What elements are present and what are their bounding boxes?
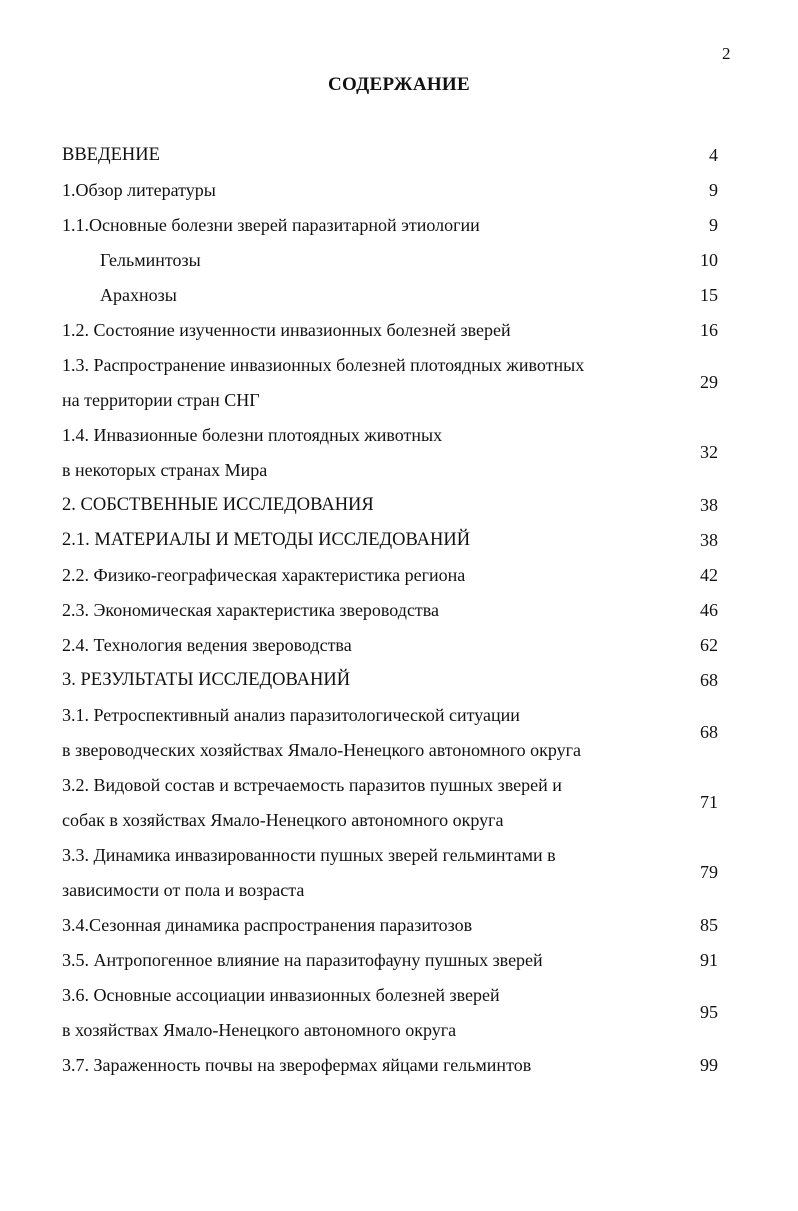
toc-page-number: 16: [700, 320, 718, 340]
toc-entry-2-1: [62, 523, 672, 558]
toc-entry-text: 1.1.Основные болезни зверей паразитарной этиологии: [62, 215, 480, 235]
toc-entry-text: 3.2. Видовой состав и встречаемость паразитов пушных зверей и: [62, 775, 562, 795]
toc-entry-1-3: [62, 348, 672, 418]
toc-entry-3: [62, 663, 672, 698]
toc-entry-2-4: [62, 628, 672, 663]
toc-entry-text: собак в хозяйствах Ямало-Ненецкого автономного округа: [62, 810, 504, 830]
toc-page-number: 68: [700, 722, 718, 742]
toc-entry-text: 3.5. Антропогенное влияние на паразитофауну пушных зверей: [62, 950, 543, 970]
toc-page-number: 4: [709, 145, 718, 165]
toc-entry-text: Арахнозы: [100, 285, 177, 305]
toc-entry-text: 2. СОБСТВЕННЫЕ ИССЛЕДОВАНИЯ: [62, 495, 374, 515]
toc-entry-text: в хозяйствах Ямало-Ненецкого автономного округа: [62, 1020, 457, 1040]
page-title: СОДЕРЖАНИЕ: [328, 74, 470, 95]
toc-page-number: 15: [700, 285, 718, 305]
toc-entry-arachnoses: [100, 278, 710, 313]
toc-entry-text: 3.1. Ретроспективный анализ паразитологической ситуации: [62, 705, 520, 725]
toc-entry-3-6: [62, 978, 672, 1048]
toc-page-number: 9: [709, 215, 718, 235]
toc-entry-3-2: [62, 768, 672, 838]
page-number: 2: [722, 44, 731, 63]
toc-page-number: 10: [700, 250, 718, 270]
toc-entry-text: 1.2. Состояние изученности инвазионных болезней зверей: [62, 320, 511, 340]
toc-page-number: 38: [700, 495, 718, 515]
toc-entry-text: 1.Обзор литературы: [62, 180, 216, 200]
toc-entry-text: на территории стран СНГ: [62, 390, 260, 410]
toc-entry-text: 3.4.Сезонная динамика распространения паразитозов: [62, 915, 473, 935]
toc-page-number: 71: [700, 792, 718, 812]
toc-entry-text: 1.4. Инвазионные болезни плотоядных животных: [62, 425, 443, 445]
toc-entry-text: 2.4. Технология ведения звероводства: [62, 635, 352, 655]
toc-entry-3-1: [62, 698, 672, 768]
toc-page-number: 95: [700, 1002, 718, 1022]
toc-entry-3-7: [62, 1048, 672, 1083]
toc-page-number: 85: [700, 915, 718, 935]
toc-page-number: 62: [700, 635, 718, 655]
toc-entry-1-2: [62, 313, 672, 348]
toc-entry-text: ВВЕДЕНИЕ: [62, 145, 160, 165]
toc-entry-text: зависимости от пола и возраста: [62, 880, 305, 900]
toc-page-number: 32: [700, 442, 718, 462]
toc-entry-text: 3.7. Зараженность почвы на зверофермах яйцами гельминтов: [62, 1055, 532, 1075]
toc-entry-introduction: [62, 138, 672, 173]
toc-entry-text: 2.1. МАТЕРИАЛЫ И МЕТОДЫ ИССЛЕДОВАНИЙ: [62, 530, 471, 550]
toc-entry-text: 2.2. Физико-географическая характеристика региона: [62, 565, 466, 585]
toc-page-number: 68: [700, 670, 718, 690]
toc-page-number: 42: [700, 565, 718, 585]
toc-entry-2-3: [62, 593, 672, 628]
toc-entry-text: 3.6. Основные ассоциации инвазионных болезней зверей: [62, 985, 500, 1005]
toc-entry-helminthoses: [100, 243, 710, 278]
toc-entry-3-3: [62, 838, 672, 908]
toc-entry-text: 2.3. Экономическая характеристика звероводства: [62, 600, 440, 620]
toc-entry-text: Гельминтозы: [100, 250, 201, 270]
toc-entry-text: в некоторых странах Мира: [62, 460, 268, 480]
toc-page-number: 38: [700, 530, 718, 550]
toc-page-number: 29: [700, 372, 718, 392]
toc-entry-2-2: [62, 558, 672, 593]
toc-page-number: 99: [700, 1055, 718, 1075]
toc-page-number: 46: [700, 600, 718, 620]
toc-entry-2: [62, 488, 672, 523]
toc-page-number: 9: [709, 180, 718, 200]
toc-entry-text: 3.3. Динамика инвазированности пушных зверей гельминтами в: [62, 845, 556, 865]
toc-entry-text: 1.3. Распространение инвазионных болезней плотоядных животных: [62, 355, 585, 375]
toc-page-number: 91: [700, 950, 718, 970]
toc-entry-1-1: [62, 208, 672, 243]
toc-entry-3-5: [62, 943, 672, 978]
toc-entry-text: в звероводческих хозяйствах Ямало-Ненецкого автономного округа: [62, 740, 582, 760]
toc-entry-text: 3. РЕЗУЛЬТАТЫ ИССЛЕДОВАНИЙ: [62, 670, 351, 690]
toc-entry-1-4: [62, 418, 672, 488]
toc-entry-literature-review: [62, 173, 672, 208]
toc-page-number: 79: [700, 862, 718, 882]
toc-entry-3-4: [62, 908, 672, 943]
